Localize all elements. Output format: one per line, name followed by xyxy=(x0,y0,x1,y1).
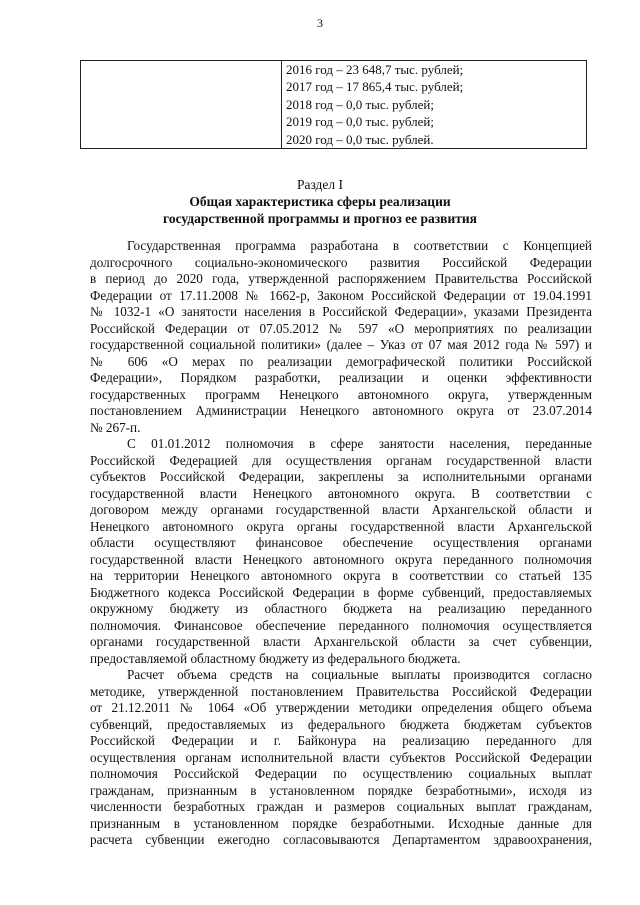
paragraph-line: окружному бюджету из областного бюджета на реализацию переданного xyxy=(90,601,592,616)
paragraph-line: субвенций, предоставляемых из федерального бюджета бюджетам субъектов xyxy=(90,716,592,732)
paragraph-line: долгосрочного социально-экономического развития Российской Федерации xyxy=(90,254,592,270)
section-label: Раздел I xyxy=(296,177,344,192)
paragraph-line: гражданам, признанным в установленном порядке безработными», исходя из xyxy=(90,782,592,798)
funding-line: 2018 год – 0,0 тыс. рублей; xyxy=(286,96,434,112)
paragraph-line: Российской Федерацией для осуществления органам государственной власти xyxy=(90,452,592,468)
funding-line: 2020 год – 0,0 тыс. рублей. xyxy=(286,131,434,147)
paragraph xyxy=(90,667,592,849)
body-text xyxy=(90,238,592,849)
funding-line: 2019 год – 0,0 тыс. рублей; xyxy=(286,114,434,130)
paragraph-line: в период до 2020 года, утвержденной распоряжением Правительства Российской xyxy=(90,271,592,286)
funding-line: 2016 год – 23 648,7 тыс. рублей; xyxy=(286,62,464,77)
table-row xyxy=(81,61,587,149)
paragraph xyxy=(90,238,592,436)
paragraph-line: от 21.12.2011 № 1064 «Об утверждении методики определения общего объема xyxy=(90,700,592,715)
paragraph-line: предоставляемой областному бюджету из федерального бюджета. xyxy=(90,650,461,666)
paragraph-line: С 01.01.2012 полномочия в сфере занятости населения, переданные xyxy=(127,436,592,451)
funding-line: 2017 год – 17 865,4 тыс. рублей; xyxy=(286,79,464,95)
paragraph-line: осуществления органам исполнительной власти субъектов Российской Федерации xyxy=(90,749,592,765)
paragraph-line: субъектов Российской Федерации, закреплены за исполнительными органами xyxy=(90,469,592,484)
paragraph-line: органами государственной власти Архангельской области за счет субвенции, xyxy=(90,634,592,649)
paragraph-line: Федерации от 17.11.2008 № 1662-р, Законом Российской Федерации от 19.04.1991 xyxy=(90,287,592,303)
paragraph-line: численности безработных граждан и размеров социальных выплат гражданам, xyxy=(90,799,592,814)
paragraph-line: признанным в установленном порядке безработными. Исходные данные для xyxy=(90,815,592,831)
paragraph-line: полномочия Российской Федерации по осуществлению социальных выплат xyxy=(90,766,592,781)
table-empty-cell xyxy=(81,61,282,149)
paragraph-line: государственной власти Ненецкого автономного округа переданного полномочия xyxy=(90,551,592,567)
paragraph-line: Государственная программа разработана в соответствии с Концепцией xyxy=(127,238,592,253)
paragraph-line: области осуществляют финансовое обеспечение осуществления органами xyxy=(90,535,592,550)
paragraph-line: Федерации», Порядком разработки, реализации и оценки эффективности xyxy=(90,370,592,385)
paragraph-line: Ненецкого автономного округа органы государственной власти Архангельской xyxy=(90,518,592,534)
paragraph-line: Расчет объема средств на социальные выплаты производится согласно xyxy=(127,667,592,682)
paragraph-line: Российской Федерации от 07.05.2012 № 597 «О мероприятиях по реализации xyxy=(90,320,592,336)
paragraph-line: государственных программ Ненецкого автономного округа, утвержденным xyxy=(90,386,592,402)
paragraph-line: № 267-п. xyxy=(90,419,141,435)
funding-cell xyxy=(282,61,587,149)
funding-table xyxy=(80,60,587,149)
paragraph-line: методике, утвержденной постановлением Правительства Российской Федерации xyxy=(90,683,592,699)
paragraph-line: постановлением Администрации Ненецкого автономного округа от 23.07.2014 xyxy=(90,403,592,418)
paragraph-line: полномочия. Финансовое обеспечение переданного полномочия осуществляется xyxy=(90,617,592,633)
paragraph-line: государственной власти Ненецкого автономного округа. В соответствии с xyxy=(90,485,592,501)
paragraph-line: на территории Ненецкого автономного округа в соответствии со статьей 135 xyxy=(90,568,592,583)
paragraph-line: № 1032-1 «О занятости населения в Российской Федерации», указами Президента xyxy=(90,304,592,319)
section-title-line-1: Общая характеристика сферы реализации xyxy=(189,194,451,209)
paragraph-line: государственной социальной политики» (далее – Указ от 07 мая 2012 года № 597) и xyxy=(90,337,592,352)
paragraph-line: № 606 «О мерах по реализации демографической политики Российской xyxy=(90,353,592,369)
section-title-line-2: государственной программы и прогноз ее развития xyxy=(163,211,477,226)
paragraph-line: Российской Федерации и г. Байконура на реализацию переданного для xyxy=(90,733,592,748)
page-number: 3 xyxy=(317,16,323,30)
paragraph xyxy=(90,436,592,667)
section-heading xyxy=(0,176,640,227)
paragraph-line: расчета субвенции ежегодно согласовываются Департаментом здравоохранения, xyxy=(90,832,592,847)
paragraph-line: Бюджетного кодекса Российской Федерации в форме субвенций, предоставляемых xyxy=(90,584,592,600)
paragraph-line: договором между органами государственной власти Архангельской области и xyxy=(90,502,592,517)
